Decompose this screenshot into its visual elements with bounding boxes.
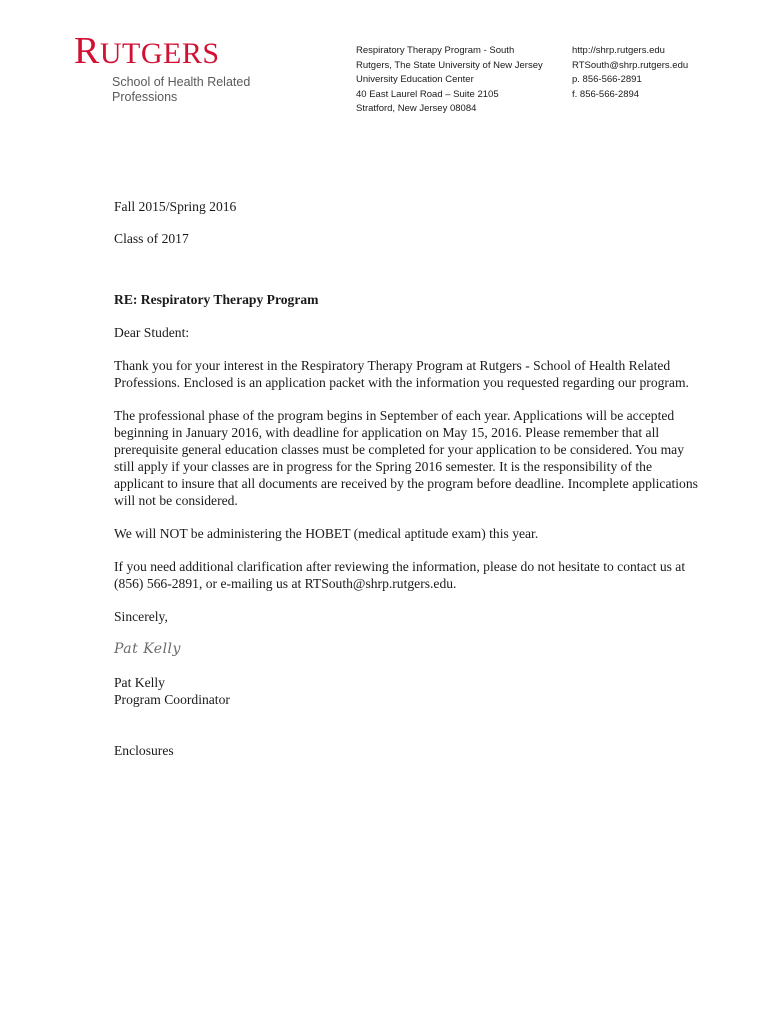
re-line: RE: Respiratory Therapy Program xyxy=(114,292,319,307)
semester-line: Fall 2015/Spring 2016 xyxy=(114,199,237,214)
paragraph-contact: If you need additional clarification after reviewing the information, please do not hesitate to contact us at (856) 566-2891, or e-mailing us at RTSouth@shrp.rutgers.edu. xyxy=(114,559,686,591)
address-line: Respiratory Therapy Program - South xyxy=(356,45,515,56)
address-block xyxy=(356,44,543,117)
paragraph-intro: Thank you for your interest in the Respiratory Therapy Program at Rutgers - School of Health Related Professions. Enclosed is an application packet with the information you requested regarding our program. xyxy=(114,358,689,390)
letter-body xyxy=(114,198,704,759)
salutation: Dear Student: xyxy=(114,325,190,340)
address-line: University Education Center xyxy=(356,74,474,86)
enclosures: Enclosures xyxy=(114,743,174,758)
paragraph-hobet: We will NOT be administering the HOBET (medical aptitude exam) this year. xyxy=(114,526,539,541)
logo-wordmark: RUTGERS xyxy=(74,30,220,72)
phone-number: p. 856-566-2891 xyxy=(572,74,642,86)
contact-block xyxy=(572,44,688,102)
closing: Sincerely, xyxy=(114,609,168,624)
paragraph-program-details: The professional phase of the program begins in September of each year. Applications will be accepted beginning in January 2016, with deadline for application on May 15, 2016. Please remember that all prerequisite general education classes must be completed for your application to be considered. You may still apply if your classes are in progress for the Spring 2016 semester. It is the responsibility of the applicant to insure that all documents are received by the program before deadline. Incomplete applications will not be considered. xyxy=(114,408,698,508)
rutgers-logo xyxy=(74,30,274,105)
logo-subtitle-line2: Professions xyxy=(112,90,178,104)
fax-number: f. 856-566-2894 xyxy=(572,88,640,100)
signer-name: Pat Kelly xyxy=(114,675,165,690)
class-line: Class of 2017 xyxy=(114,231,189,246)
address-line: Rutgers, The State University of New Jersey xyxy=(356,59,543,71)
website-link[interactable]: http://shrp.rutgers.edu xyxy=(572,45,665,56)
email-link[interactable]: RTSouth@shrp.rutgers.edu xyxy=(572,59,689,71)
logo-subtitle-line1: School of Health Related xyxy=(112,75,251,89)
signer-title: Program Coordinator xyxy=(114,692,230,707)
address-line: Stratford, New Jersey 08084 xyxy=(356,103,477,115)
address-line: 40 East Laurel Road – Suite 2105 xyxy=(356,88,499,100)
signature: Pat Kelly xyxy=(114,641,181,657)
